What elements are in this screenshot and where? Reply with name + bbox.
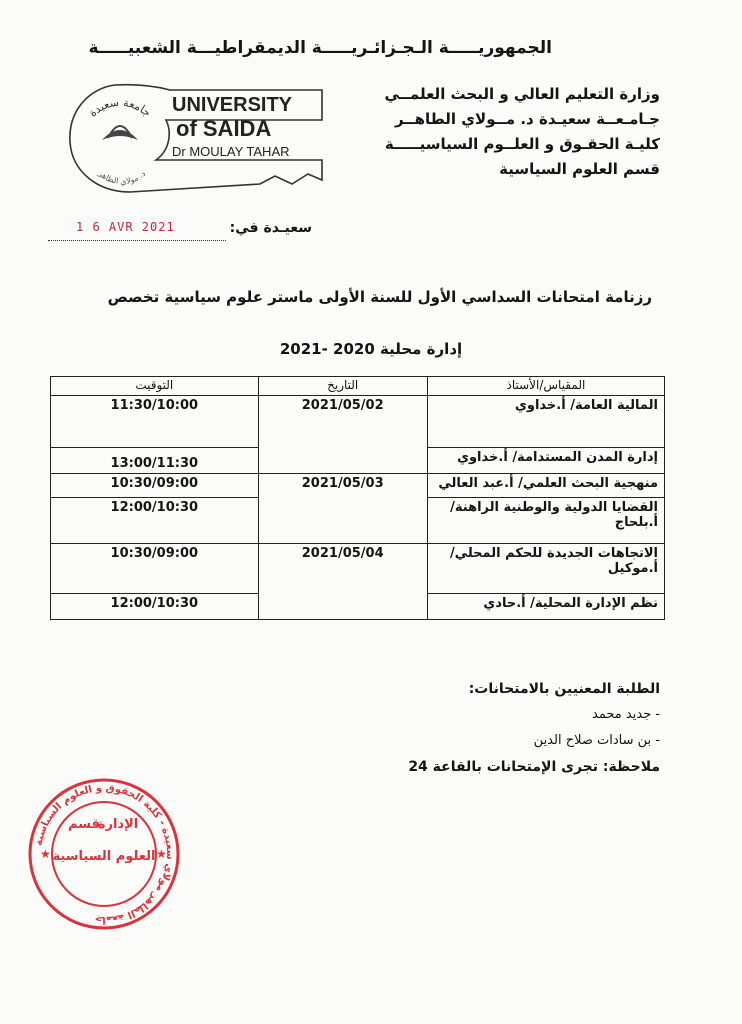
table-row — [51, 396, 665, 448]
university-logo — [60, 80, 330, 200]
ministry-line: وزارة التعليم العالي و البحث العلمــي — [384, 85, 660, 103]
book-icon — [102, 130, 138, 140]
star-icon: ★ — [156, 847, 167, 861]
subject-cell: نظم الإدارة المحلية/ أ.حادي — [427, 594, 664, 620]
seal-center-line2: قسم — [68, 817, 100, 832]
logo-line3: Dr MOULAY TAHAR — [172, 144, 290, 159]
date-label: سعيـدة في: — [229, 220, 312, 236]
time-cell: 12:00/10:30 — [51, 498, 259, 544]
time-cell: 12:00/10:30 — [51, 594, 259, 620]
schedule-title: رزنامة امتحانات السداسي الأول للسنة الأولى ماستر علوم سياسية تخصص — [107, 288, 652, 306]
time-cell: 10:30/09:00 — [51, 474, 259, 498]
date-cell: 2021/05/04 — [258, 544, 427, 620]
administration-block — [384, 82, 660, 182]
student-item: - جديد محمد — [592, 707, 660, 722]
seal-center-line1: الإدارة — [97, 817, 139, 832]
exam-schedule-table — [50, 376, 665, 620]
time-cell: 10:30/09:00 — [51, 544, 259, 594]
table-header-row — [51, 377, 665, 396]
subject-cell: القضايا الدولية والوطنية الراهنة/ أ.بلحاج — [427, 498, 664, 544]
students-block — [408, 676, 660, 780]
table-row — [51, 544, 665, 594]
exam-room-note: ملاحظة: تجرى الإمتحانات بالقاعة 24 — [408, 759, 660, 775]
subject-cell: المالية العامة/ أ.خداوي — [427, 396, 664, 448]
republic-title: الجمهوريـــــة الـجـزائـريـــــة الديمقراطيـــة الشعبيـــــة — [88, 38, 552, 58]
department-line: قسم العلوم السياسية — [499, 160, 660, 178]
header-date: التاريخ — [258, 377, 427, 396]
date-cell: 2021/05/03 — [258, 474, 427, 544]
header-subject: المقياس/الأستاذ — [427, 377, 664, 396]
header-time: التوقيت — [51, 377, 259, 396]
university-line: جـامـعــة سعيـدة د. مــولاي الطاهــر — [395, 110, 660, 128]
date-stamp: 1 6 AVR 2021 — [76, 220, 175, 234]
students-heading: الطلبة المعنيين بالامتحانات: — [468, 681, 660, 697]
department-seal — [26, 776, 182, 932]
star-icon: ★ — [40, 847, 51, 861]
faculty-line: كليـة الحقـوق و العلــوم السياسيـــــة — [384, 135, 660, 153]
schedule-subtitle: إدارة محلية 2020 -2021 — [279, 340, 463, 358]
seal-ring-text: جامعة الطاهر مولاي سعيدة - كلية الحقوق و العلوم السياسية — [33, 782, 176, 926]
student-item: - بن سادات صلاح الدين — [533, 733, 660, 748]
subject-cell: الاتجاهات الجديدة للحكم المحلي/ أ.موكيل — [427, 544, 664, 594]
logo-line2: of SAIDA — [176, 116, 272, 141]
table-row — [51, 474, 665, 498]
time-cell: 13:00/11:30 — [51, 448, 259, 474]
logo-arabic-arc-bottom: د. مولاي الطاهر — [96, 168, 148, 187]
seal-center-line3: العلوم السياسية — [52, 849, 156, 864]
time-cell: 11:30/10:00 — [51, 396, 259, 448]
logo-arabic-arc: جامعة سعيدة — [86, 95, 154, 120]
subject-cell: منهجية البحث العلمي/ أ.عبد العالي — [427, 474, 664, 498]
subject-cell: إدارة المدن المستدامة/ أ.خداوي — [427, 448, 664, 474]
date-cell: 2021/05/02 — [258, 396, 427, 474]
logo-line1: UNIVERSITY — [172, 94, 293, 116]
